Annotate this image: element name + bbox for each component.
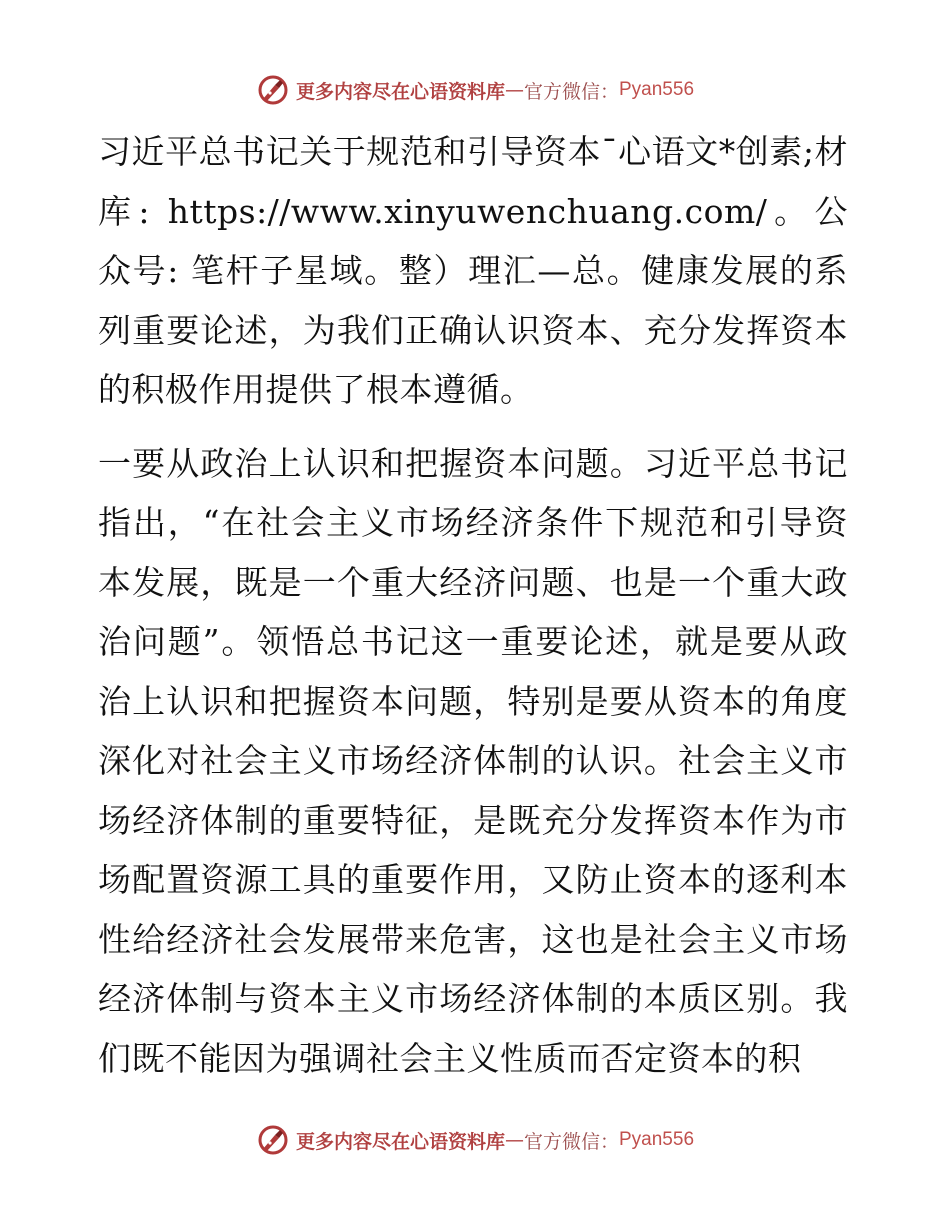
banner-text bbox=[296, 1127, 694, 1154]
banner-text bbox=[296, 77, 694, 104]
banner-dash: — bbox=[504, 79, 524, 101]
paragraph: 习近平总书记关于规范和引导资本¯心语文*创素;材库: https://www.xinyuwenchuang.com/。公众号: 笔杆子星域。整）理汇—总。健康发展的系列重要论述，为我们正确认识资本、充分发挥资本的积极作用提供了根本遵循。 bbox=[98, 132, 848, 409]
banner-wechat-label: 官方微信： bbox=[523, 80, 619, 103]
banner-main-text: 更多内容尽在心语资料库 bbox=[295, 80, 505, 103]
banner-dash: — bbox=[504, 1129, 524, 1151]
header-banner bbox=[0, 70, 950, 110]
document-body bbox=[98, 122, 848, 1088]
banner-wechat-id: Pyan556 bbox=[619, 1129, 695, 1150]
banner-main-text: 更多内容尽在心语资料库 bbox=[295, 1130, 505, 1153]
pen-nib-logo-icon bbox=[256, 73, 290, 107]
paragraph: 一要从政治上认识和把握资本问题。习近平总书记指出，“在社会主义市场经济条件下规范和引导资本发展，既是一个重大经济问题、也是一个重大政治问题”。领悟总书记这一重要论述，就是要从政治上认识和把握资本问题，特别是要从资本的角度深化对社会主义市场经济体制的认识。社会主义市场经济体制的重要特征，是既充分发挥资本作为市场配置资源工具的重要作用，又防止资本的逐利本性给经济社会发展带来危害，这也是社会主义市场经济体制与资本主义市场经济体制的本质区别。我们既不能因为强调社会主义性质而否定资本的积 bbox=[98, 443, 848, 1078]
pen-nib-logo-icon bbox=[256, 1123, 290, 1157]
footer-banner bbox=[0, 1120, 950, 1160]
banner-wechat-label: 官方微信： bbox=[523, 1130, 619, 1153]
banner-wechat-id: Pyan556 bbox=[619, 79, 695, 100]
